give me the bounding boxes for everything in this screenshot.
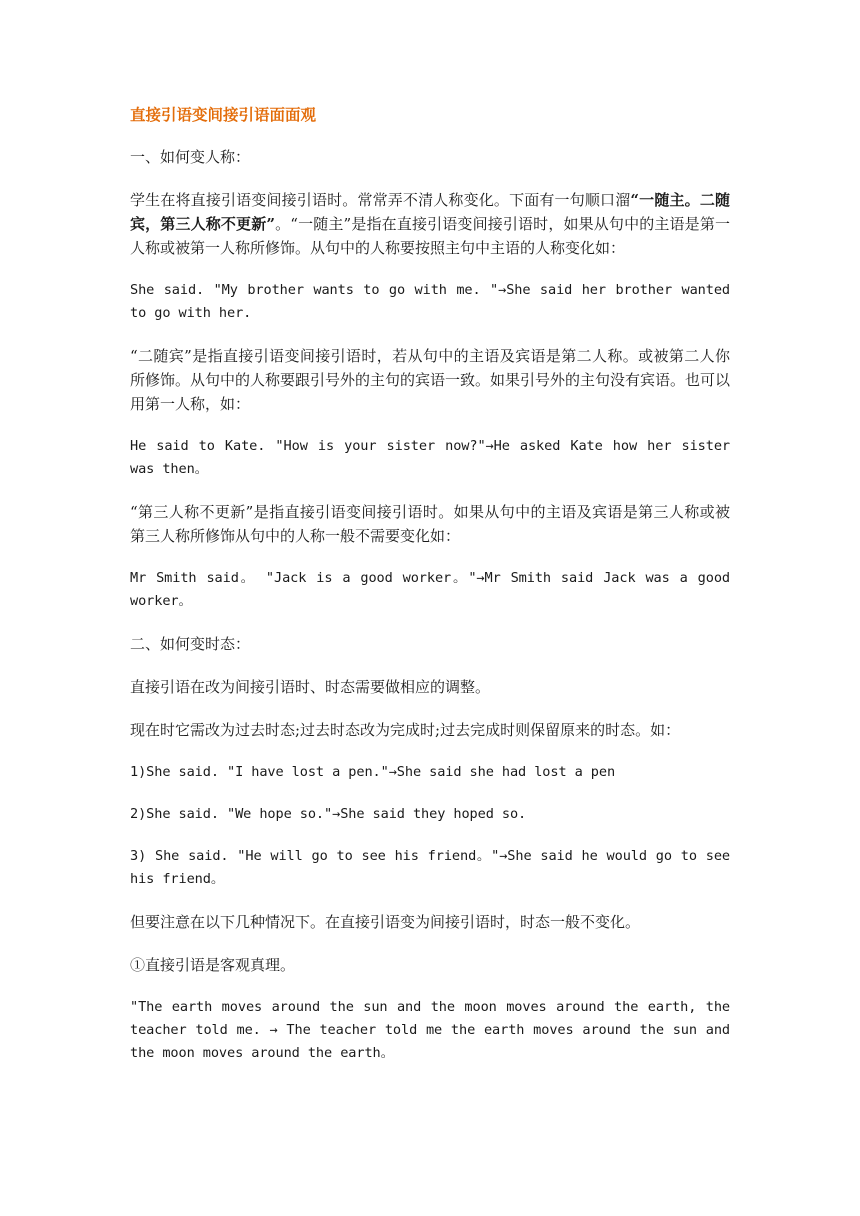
paragraph-tense-intro: 直接引语在改为间接引语时、时态需要做相应的调整。 [130,678,491,696]
section-heading-person: 一、如何变人称： [130,148,251,166]
paragraph-tense-rules: 现在时它需改为过去时态;过去时态改为完成时;过去完成时则保留原来的时态。如： [130,721,681,739]
example-sentence-4: 1)She said. "I have lost a pen."→She said she had lost a pen [130,764,616,780]
document-title: 直接引语变间接引语面面观 [130,105,317,124]
example-sentence-1: She said. "My brother wants to go with me. "→She said her brother wanted to go with her. [130,282,730,321]
example-sentence-7: "The earth moves around the sun and the moon moves around the earth, the teacher told me. → The teacher told me the earth moves around the sun and the moon moves around the earth。 [130,999,730,1061]
paragraph-text: 。“一随主”是指在直接引语变间接引语时，如果从句中的主语是第一人称或被第一人称所修饰。从句中的人称要按照主句中主语的人称变化如： [130,215,730,257]
exception-point-1: ①直接引语是客观真理。 [130,956,296,974]
example-sentence-3: Mr Smith said。 "Jack is a good worker。"→Mr Smith said Jack was a good worker。 [130,570,730,609]
example-sentence-5: 2)She said. "We hope so."→She said they hoped so. [130,806,527,822]
section-heading-tense: 二、如何变时态： [130,635,251,653]
example-sentence-2: He said to Kate. "How is your sister now?"→He asked Kate how her sister was then。 [130,438,730,477]
paragraph-text: 学生在将直接引语变间接引语时。常常弄不清人称变化。下面有一句顺口溜 [130,191,631,209]
document-page [130,103,730,1084]
example-sentence-6: 3) She said. "He will go to see his friend。"→She said he would go to see his friend。 [130,848,730,887]
paragraph-second-person: “二随宾”是指直接引语变间接引语时，若从句中的主语及宾语是第二人称。或被第二人你所修饰。从句中的人称要跟引号外的主句的宾语一致。如果引号外的主句没有宾语。也可以用第一人称，如： [130,347,731,413]
paragraph-person-intro [130,188,730,260]
paragraph-third-person: “第三人称不更新”是指直接引语变间接引语时。如果从句中的主语及宾语是第三人称或被第三人称所修饰从句中的人称一般不需要变化如： [130,503,730,545]
rhyme-bold-text: “一随主。二随宾，第三人称不更新” [130,191,730,233]
paragraph-tense-exceptions: 但要注意在以下几种情况下。在直接引语变为间接引语时，时态一般不变化。 [130,913,641,931]
